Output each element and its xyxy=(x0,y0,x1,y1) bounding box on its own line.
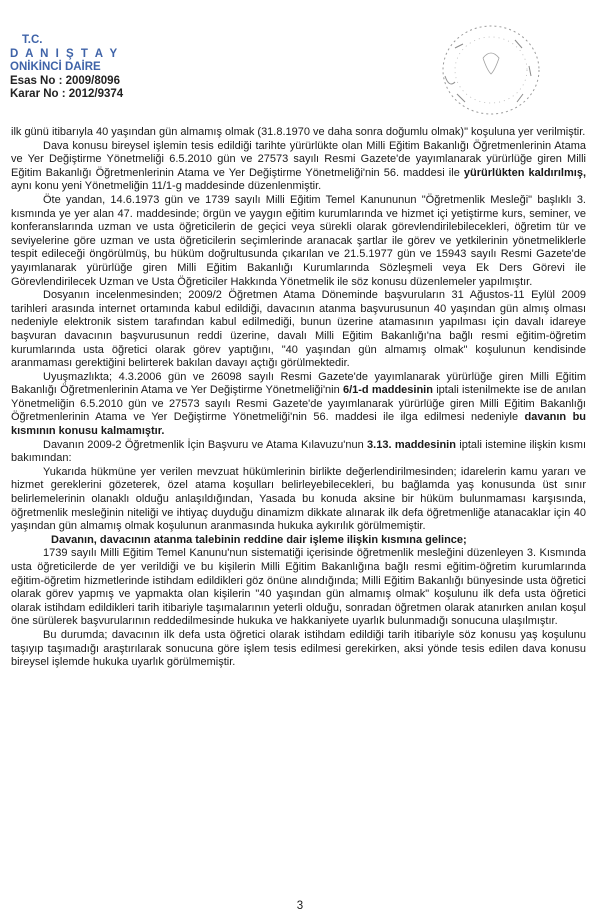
document-body xyxy=(11,126,586,670)
paragraph: Davanın 2009-2 Öğretmenlik İçin Başvuru ve Atama Kılavuzu'nun 3.13. maddesinin iptali istemine ilişkin kısmı bakımından: xyxy=(11,438,587,465)
paragraph: 1739 sayılı Milli Eğitim Temel Kanunu'nun sistematiği içerisinde öğretmenlik mesleğini düzenleyen 3. Kısmında usta öğreticilerde de yer verildiği ve bu kişilerin Milli Eğitim Bakanlığına bağlı resmi eğitim-öğretim kurumlarında eğitim-öğretim hizmetlerinde istihdam edildikleri göz önüne alındığında; Milli Eğitim Bakanlığı bünyesinde usta öğretici olarak görev yapmış ve yapmakta olan kişilerin "40 yaşından gün almamış olmak" koşulunu ilk defa usta öğretici olarak istihdam edildikleri tarih itibariyle taşımalarının yeterli olduğu, sonradan öğretmen olarak atanırken anılan koşul öne sürülerek başvurularının reddedilmesinde hukuka ve hakkaniyete uyarlık bulunmadığı sonucuna ulaşılmıştır. xyxy=(11,547,586,628)
paragraph: Yukarıda hükmüne yer verilen mevzuat hükümlerinin birlikte değerlendirilmesinden; idarelerin kamu yararı ve hizmet gereklerini gözeterek, özel atama koşulları belirleyebilecekleri, bu bağlamda yaş konusunda üst sınır belirlemelerinin olanaklı olduğu anlaşıldığından, Yasada bu konuda aksine bir hüküm bulunmaması karşısında, öğretmenlik mesleğinin niteliği ve ihtiyaç duyduğu dinamizm dikkate alınarak ilk defa öğretmenliğe atanacaklar için 40 yaşından gün almamış olmak koşulunun aranmasında hukuka aykırılık görülmemiştir. xyxy=(11,465,586,533)
tc-label: T.C. xyxy=(22,34,43,46)
court-seal-stamp xyxy=(425,18,555,128)
paragraph: Dosyanın incelenmesinden; 2009/2 Öğretmen Atama Döneminde başvuruların 31 Ağustos-11 Eylül 2009 tarihleri arasında internet ortamında kabul edildiği, davacının atanma başvurusunun 40 yaşından gün almış olması nedeniyle elektronik sistem tarafından kabul edilmediği, bunun üzerine atamasının yapılması için davalı idareye başvuran davacının başvurusunun reddi üzerine, davalı Milli Eğitim Bakanlığı'na bağlı resmi eğitim-öğretim kurumlarında usta öğretici olarak görev yaptığını, "40 yaşından gün almamış olmak" koşulunun kendisinde aranmaması gerektiğini belirterek bakılan davayı açtığı görülmektedir. xyxy=(11,289,586,370)
paragraph: Dava konusu bireysel işlemin tesis edildiği tarihte yürürlükte olan Milli Eğitim Bakanlığı Öğretmenlerinin Atama ve Yer Değiştirme Yönetmeliği 6.5.2010 gün ve 27573 sayılı Resmi Gazete'de yayımlanarak yürürlüğe giren Milli Eğitim Bakanlığı Öğretmenlerinin Atama ve Yer Değiştirme Yönetmeliği'nin 56. maddesi ile yürürlükten kaldırılmış, aynı konu yeni Yönetmeliğin 11/1-g maddesinde düzenlenmiştir. xyxy=(11,139,586,193)
paragraph: ilk günü itibarıyla 40 yaşından gün almamış olmak (31.8.1970 ve daha sonra doğumlu olmak)" koşuluna yer verilmiştir. xyxy=(11,126,586,138)
paragraph: Bu durumda; davacının ilk defa usta öğretici olarak istihdam edildiği tarih itibariyle söz konusu yaş koşulunu taşıyıp taşımadığı araştırılarak sonucuna göre işlem tesis edilmesi gerekirken, aksi yönde tesis edilen dava konusu bireysel işlemde hukuka uyarlık görülmemiştir. xyxy=(11,628,586,669)
document-header xyxy=(10,34,250,102)
bold-phrase: davanın bu kısmının konusu kalmamıştır. xyxy=(11,411,587,438)
karar-number: Karar No : 2012/9374 xyxy=(10,88,124,101)
esas-number: Esas No : 2009/8096 xyxy=(10,74,120,87)
bold-phrase: 3.13. maddesinin xyxy=(367,438,456,451)
page-number: 3 xyxy=(296,900,304,912)
organization-name: D A N I Ş T A Y xyxy=(10,47,120,60)
chamber-name: ONİKİNCİ DAİRE xyxy=(10,61,101,74)
section-heading: Davanın, davacının atanma talebinin reddine dair işleme ilişkin kısmına gelince; xyxy=(51,533,467,546)
bold-phrase: yürürlükten kaldırılmış, xyxy=(463,166,586,179)
paragraph: Öte yandan, 14.6.1973 gün ve 1739 sayılı Milli Eğitim Temel Kanununun "Öğretmenlik Mesleği" başlıklı 3. kısmında ye yer alan 47. maddesinde; örgün ve yaygın eğitim kurumlarında ve hizmet içi yetiştirme kurs, seminer, ve konferanslarında uzman ve usta öğreticilerin de geçici veya sürekli olarak görevlendirilebilecekleri, öğretim tür ve seviyelerine göre uzman ve usta öğreticilerin seçimlerinde aranacak şartlar ile görev ve yetkilerinin yönetmeliklerle tespit edileceği öngörülmüş, bu hüküm doğrultusunda çıkarılan ve 21.5.1977 gün ve 15943 sayılı Resmi Gazete'de yayımlanarak yürürlüğe giren Milli Eğitim Bakanlığı Kurumlarında Sözleşmeli veya Ek Ders Görevi ile Görevlendirilecek Uzman ve Usta Öğreticiler Hakkında Yönetmelik ile söz konusu düzenlemeler yapılmıştır. xyxy=(11,193,586,288)
paragraph: Uyuşmazlıkta; 4.3.2006 gün ve 26098 sayılı Resmi Gazete'de yayımlanarak yürürlüğe giren Milli Eğitim Bakanlığı Öğretmenlerinin Atama ve Yer Değiştirme Yönetmeliği'nin 6/1-d maddesinin iptali istenilmekte ise de anılan Yönetmeliğin 6.5.2010 gün ve 27573 sayılı Resmi Gazete'de yayımlanarak yürürlüğe giren Milli Eğitim Bakanlığı Öğretmenlerinin Atama ve Yer Değiştirme Yönetmeliği'nin 56. maddesi ile ilga edilmesi nedeniyle davanın bu kısmının konusu kalmamıştır. xyxy=(11,370,587,438)
bold-phrase: 6/1-d maddesinin xyxy=(342,384,433,397)
